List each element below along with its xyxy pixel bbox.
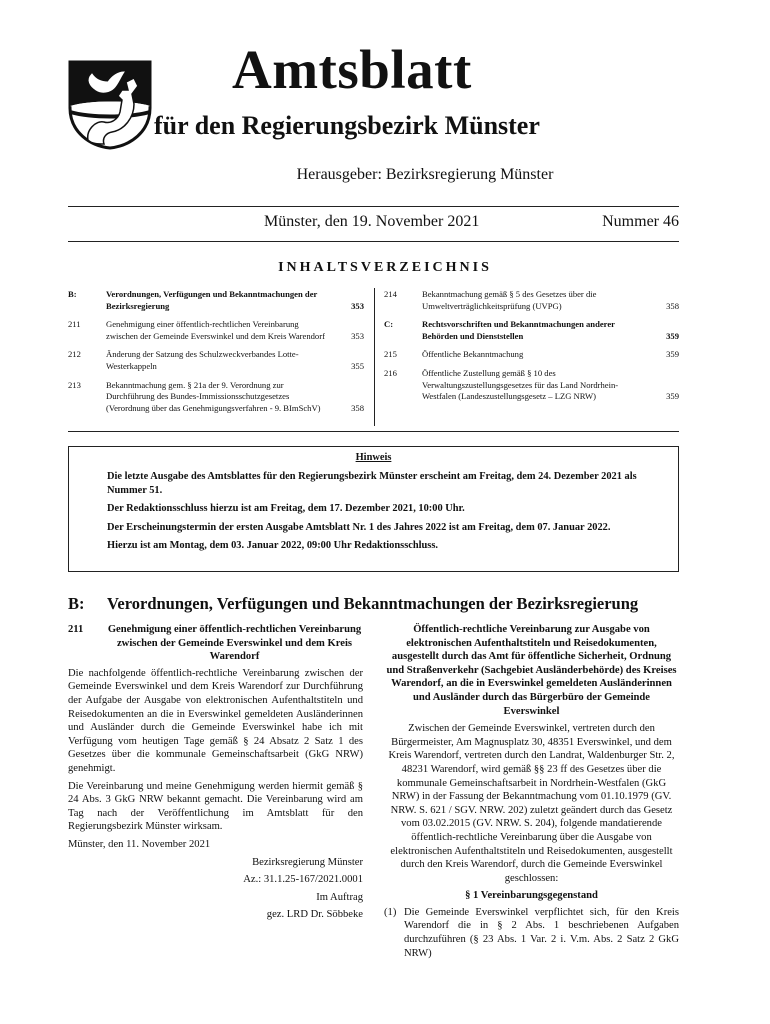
toc-item-page: 359 xyxy=(666,349,679,360)
section-title: Verordnungen, Verfügungen und Bekanntmachungen der Bezirksregierung xyxy=(107,594,639,613)
toc-item-title: Öffentliche Bekanntmachung xyxy=(422,349,524,360)
toc-item xyxy=(384,368,679,403)
toc-item xyxy=(68,319,364,342)
toc-item-number: B: xyxy=(68,289,77,299)
signature-line: gez. LRD Dr. Söbbeke xyxy=(266,909,363,921)
agreement-title: Öffentlich-rechtliche Vereinbarung zur Ausgabe von elektronischen Aufenthaltstiteln und Reisedokumenten, ausgestellt durch das Amt für öffentliche Sicherheit, Ordnung und Straßenverkehr (Sachgebiet Ausländerbehörde) des Kreises Warendorf, an die in Everswinkel gemeldeten Ausländerinnen und Ausländer durch das Bürgerbüro der Gemeinde Everswinkel xyxy=(386,624,677,717)
toc-item-title: Öffentliche Zustellung gemäß § 10 des Verwaltungszustellungsgesetzes für das Land Nordrhein-Westfalen (Landeszustellungsgesetz – LZG NRW) xyxy=(422,367,619,402)
list-item-text: Die Gemeinde Everswinkel verpflichtet sich, für den Kreis Warendorf die in § 2 Abs. 1 beschriebenen Aufgaben durchzuführen (§ 23 Abs. 1 Var. 2 i. V.m. Abs. 2 Satz 2 GkG NRW) xyxy=(404,906,679,959)
toc-item-page: 359 xyxy=(666,330,679,341)
agreement-text xyxy=(384,623,679,960)
toc-item-title: Änderung der Satzung des Schulzweckverbandes Lotte-Westerkappeln xyxy=(106,349,299,371)
signature-line: Az.: 31.1.25-167/2021.0001 xyxy=(243,874,363,886)
publisher: Herausgeber: Bezirksregierung Münster xyxy=(296,166,554,183)
toc-item-title: Bekanntmachung gemäß § 5 des Gesetzes über die Umweltverträglichkeitsprüfung (UVPG) xyxy=(422,289,597,311)
article-paragraph: Die Vereinbarung und meine Genehmigung werden hiermit gemäß § 24 Abs. 3 GkG NRW bekannt gemacht. Die Vereinbarung wird am Tag nach der Veröffentlichung im Amtsblatt für den Regierungsbezirk Münster wirksam. xyxy=(68,780,363,833)
place-date: Münster, den 11. November 2021 xyxy=(68,838,211,850)
issue-number: Nummer 46 xyxy=(602,213,679,230)
toc-divider xyxy=(374,288,375,426)
signature-line: Im Auftrag xyxy=(316,891,363,903)
notice-box xyxy=(68,446,679,572)
signature-line: Bezirksregierung Münster xyxy=(252,856,363,868)
document-subtitle: für den Regierungsbezirk Münster xyxy=(154,111,540,140)
toc-item-page: 358 xyxy=(666,300,679,311)
article-211 xyxy=(68,623,363,926)
toc-item-number: 211 xyxy=(68,319,81,330)
article-heading xyxy=(68,623,363,664)
issue-date: Münster, den 19. November 2021 xyxy=(264,213,480,230)
toc-item xyxy=(68,289,364,312)
nrw-coat-of-arms-icon xyxy=(68,60,152,150)
toc-item-number: 214 xyxy=(384,289,397,299)
toc-item-number: 212 xyxy=(68,349,81,360)
toc-left-column xyxy=(68,289,364,421)
toc-right-column xyxy=(384,289,679,410)
article-number: 211 xyxy=(68,624,84,635)
document-title: Amtsblatt xyxy=(232,39,472,100)
toc-item-page: 355 xyxy=(351,360,364,371)
toc-item xyxy=(384,319,679,342)
list-item xyxy=(384,906,679,960)
toc-item-number: 213 xyxy=(68,379,81,390)
notice-title: Hinweis xyxy=(355,452,392,463)
toc-item xyxy=(384,289,679,312)
toc-heading: INHALTSVERZEICHNIS xyxy=(278,260,492,275)
divider xyxy=(68,206,679,207)
divider xyxy=(68,431,679,432)
toc-item-page: 353 xyxy=(351,330,364,341)
list-item-number: (1) xyxy=(384,906,397,918)
paragraph-heading: § 1 Vereinbarungsgegenstand xyxy=(465,890,598,902)
toc-item xyxy=(68,349,364,372)
toc-item-title: Verordnungen, Verfügungen und Bekanntmachungen der Bezirksregierung xyxy=(106,289,318,311)
divider xyxy=(68,241,679,242)
toc-item-page: 358 xyxy=(351,402,364,413)
toc-item-title: Rechtsvorschriften und Bekanntmachungen anderer Behörden und Dienststellen xyxy=(422,319,615,341)
toc-item-number: 216 xyxy=(384,367,397,378)
toc-item xyxy=(384,349,679,361)
article-title: Genehmigung einer öffentlich-rechtlichen Vereinbarung zwischen der Gemeinde Everswinkel und dem Kreis Warendorf xyxy=(107,624,362,663)
toc-item-title: Genehmigung einer öffentlich-rechtlichen Vereinbarung zwischen der Gemeinde Everswinkel und dem Kreis Warendorf xyxy=(106,319,325,341)
toc-item xyxy=(68,380,364,415)
article-paragraph: Die nachfolgende öffentlich-rechtliche Vereinbarung zwischen der Gemeinde Everswinkel und dem Kreis Warendorf zur Durchführung der Aufgabe der Ausgabe von elektronischen Aufenthaltstiteln und Reisedokumenten an die in Everswinkel gemeldeten Ausländerinnen und Ausländer durch die Gemeinde Everswinkel habe ich mit Verfügung vom heutigen Tage gemäß § 24 Absatz 2 Satz 1 des Gesetzes über die kommunale Gemeinschaftsarbeit (GkG NRW) genehmigt. xyxy=(68,667,363,774)
agreement-body: Zwischen der Gemeinde Everswinkel, vertreten durch den Bürgermeister, Am Magnusplatz 30, 48351 Everswinkel, und dem Kreis Warendorf, vertreten durch den Landrat, Waldenburger Str. 2, 48231 Warendorf, wird gemäß §§ 23 ff des Gesetzes über die kommunale Gemeinschaftsarbeit in Nordrhein-Westfalen (GkG NRW) in der Fassung der Bekanntmachung vom 01.10.1979 (GV. NRW. S. 621 / SGV. NRW. 202) zuletzt geändert durch das Gesetz vom 03.02.2015 (GV. NRW. S. 204), folgende mandatierende öffentlich-rechtliche Vereinbarung über die Ausgabe von elektronischen Aufenthaltstiteln und Reisedokumenten, ausgestellt durch den Kreis Warendorf, durch die Gemeinde Everswinkel geschlossen: xyxy=(388,723,675,884)
section-letter: B: xyxy=(68,594,85,613)
toc-item-page: 353 xyxy=(351,300,364,311)
toc-item-number: 215 xyxy=(384,349,397,360)
notice-paragraph: Die letzte Ausgabe des Amtsblattes für den Regierungsbezirk Münster erscheint am Freitag, dem 24. Dezember 2021 als Nummer 51. xyxy=(107,471,637,496)
notice-paragraph: Der Redaktionsschluss hierzu ist am Freitag, dem 17. Dezember 2021, 10:00 Uhr. xyxy=(107,503,465,515)
toc-item-title: Bekanntmachung gem. § 21a der 9. Verordnung zur Durchführung des Bundes-Immissionsschutzgesetzes (Verordnung über das Genehmigungsverfahren - 9. BImSchV) xyxy=(106,379,321,413)
notice-paragraph: Der Erscheinungstermin der ersten Ausgabe Amtsblatt Nr. 1 des Jahres 2022 ist am Freitag, dem 07. Januar 2022. xyxy=(107,521,611,533)
toc-item-page: 359 xyxy=(666,391,679,402)
section-heading xyxy=(68,594,679,614)
toc-item-number: C: xyxy=(384,319,394,330)
notice-paragraph: Hierzu ist am Montag, dem 03. Januar 2022, 09:00 Uhr Redaktionsschluss. xyxy=(107,540,438,552)
